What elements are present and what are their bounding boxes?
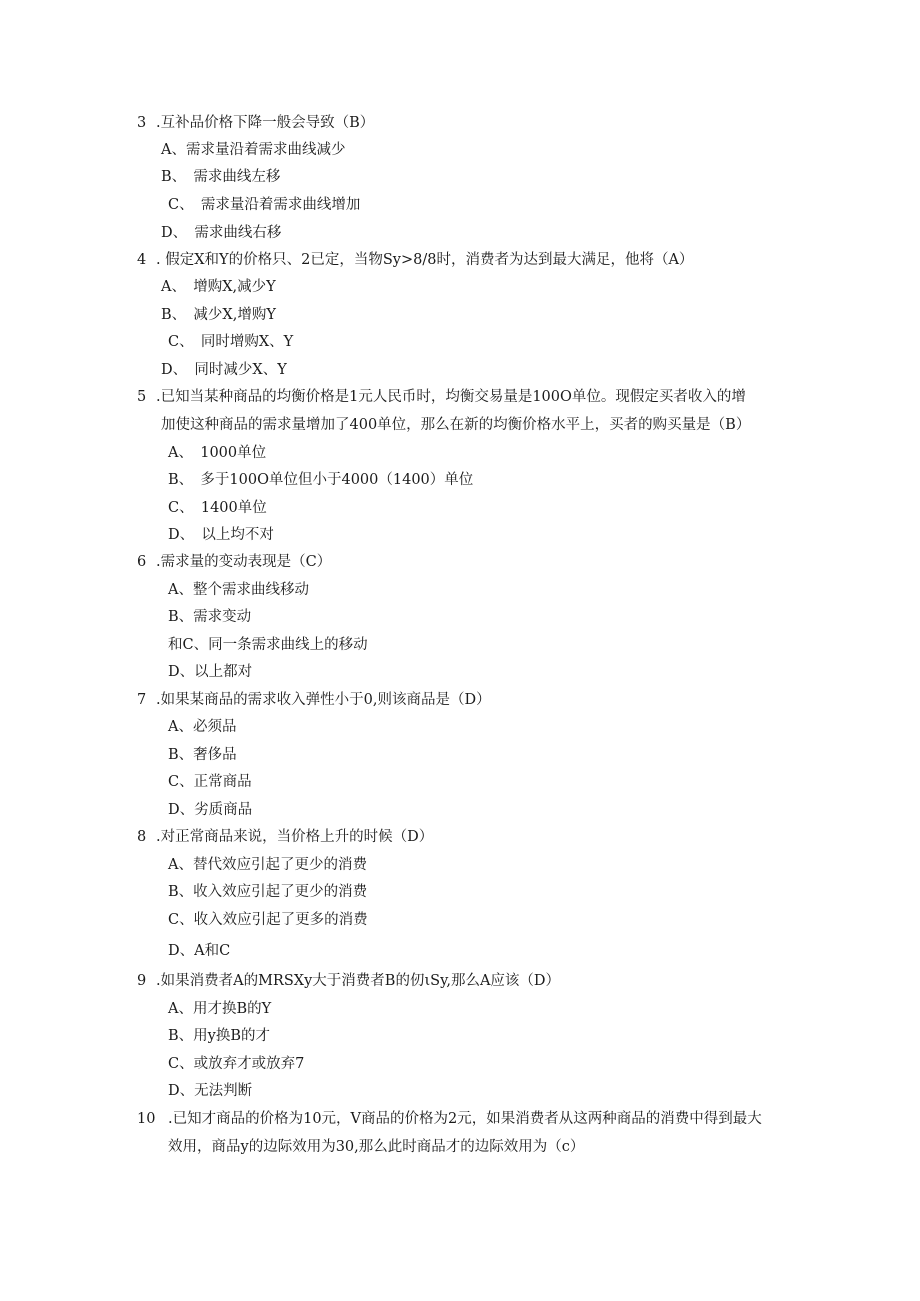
- option-a: A、 1000单位: [168, 445, 267, 461]
- question-number: 5: [137, 389, 147, 405]
- option-b: B、 多于100O单位但小于4000（1400）单位: [168, 472, 474, 488]
- option-c: C、 1400单位: [168, 500, 267, 516]
- option-d: D、 以上均不对: [168, 527, 274, 543]
- option-c: C、或放弃才或放弃7: [168, 1056, 305, 1072]
- option-b: B、 需求曲线左移: [161, 169, 281, 185]
- option-a: A、用才换B的Y: [168, 1001, 272, 1017]
- option-b: B、用y换B的才: [168, 1028, 271, 1044]
- option-a: A、需求量沿着需求曲线减少: [161, 142, 346, 158]
- option-b: B、收入效应引起了更少的消费: [168, 884, 368, 900]
- question-number: 9: [137, 973, 147, 989]
- option-a: A、整个需求曲线移动: [168, 582, 309, 598]
- question-stem-line-1: .已知才商品的价格为10元，V商品的价格为2元，如果消费者从这两种商品的消费中得到最大: [168, 1111, 762, 1127]
- option-d: D、劣质商品: [168, 802, 253, 818]
- option-c: C、收入效应引起了更多的消费: [168, 912, 368, 928]
- question-stem-line-2: 加使这种商品的需求量增加了400单位，那么在新的均衡价格水平上，买者的购买量是（B）: [161, 417, 751, 433]
- question-stem: . 假定X和Y的价格只、2已定，当物Sy>8/8时，消费者为达到最大满足，他将（A）: [156, 252, 694, 268]
- question-number: 6: [137, 554, 147, 570]
- option-b: B、 减少X,增购Y: [161, 307, 276, 323]
- option-c: C、 同时增购X、Y: [168, 334, 294, 350]
- question-number: 8: [137, 829, 147, 845]
- question-stem-line-1: .已知当某种商品的均衡价格是1元人民币时，均衡交易量是100O单位。现假定买者收入的增: [156, 389, 746, 405]
- option-c: C、 需求量沿着需求曲线增加: [168, 197, 361, 213]
- option-a: A、替代效应引起了更少的消费: [168, 857, 367, 873]
- option-d: D、A和C: [168, 943, 231, 959]
- option-d: D、 需求曲线右移: [161, 225, 282, 241]
- question-number: 7: [137, 692, 147, 708]
- option-b: B、奢侈品: [168, 747, 237, 763]
- option-c: C、正常商品: [168, 774, 252, 790]
- question-stem-line-2: 效用，商品y的边际效用为30,那么此时商品才的边际效用为（c）: [168, 1139, 585, 1155]
- question-stem: .互补品价格下降一般会导致（B）: [156, 115, 375, 131]
- question-number: 10: [137, 1111, 156, 1127]
- question-number: 3: [137, 115, 147, 131]
- option-b: B、需求变动: [168, 609, 252, 625]
- option-d: D、无法判断: [168, 1083, 253, 1099]
- question-stem: .需求量的变动表现是（C）: [156, 554, 332, 570]
- option-d: D、以上都对: [168, 664, 253, 680]
- option-d: D、 同时减少X、Y: [161, 362, 287, 378]
- question-stem: .对正常商品来说，当价格上升的时候（D）: [156, 829, 434, 845]
- question-stem: .如果某商品的需求收入弹性小于0,则该商品是（D）: [156, 692, 491, 708]
- option-a: A、 增购X,减少Y: [161, 279, 276, 295]
- question-number: 4: [137, 252, 147, 268]
- option-a: A、必须品: [168, 719, 237, 735]
- option-c: 和C、同一条需求曲线上的移动: [168, 637, 368, 653]
- question-stem: .如果消费者A的MRSXy大于消费者B的仞ιSy,那么A应该（D）: [156, 973, 561, 989]
